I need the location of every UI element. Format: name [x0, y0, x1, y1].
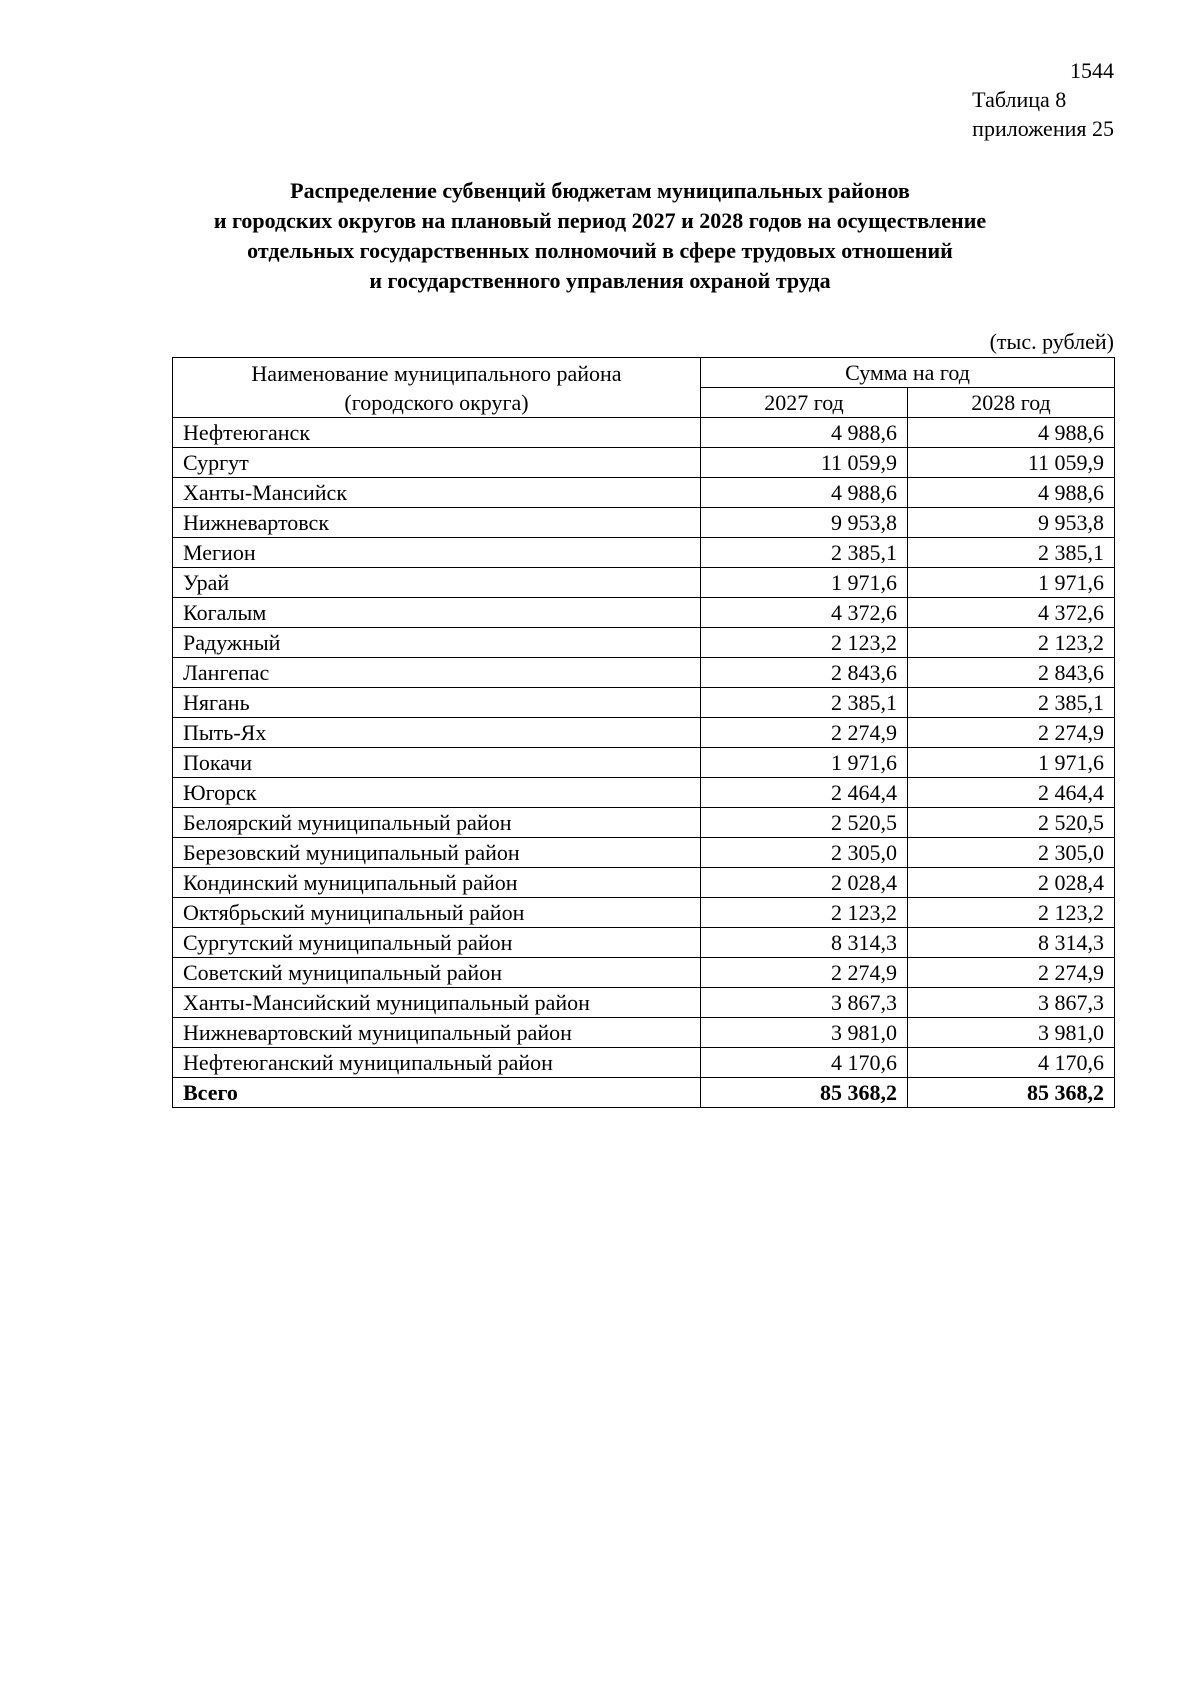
amount-2027-cell: 4 170,6 [701, 1048, 908, 1078]
table-row [173, 748, 1115, 778]
table-row [173, 598, 1115, 628]
table-row [173, 958, 1115, 988]
amount-2028-cell: 2 274,9 [908, 958, 1115, 988]
amount-2028-cell: 2 305,0 [908, 838, 1115, 868]
document-title [0, 176, 1200, 296]
amount-2028-cell: 4 988,6 [908, 418, 1115, 448]
column-header-name [173, 358, 701, 418]
district-name-cell: Советский муниципальный район [173, 958, 701, 988]
amount-2027-cell: 2 385,1 [701, 688, 908, 718]
amount-2027-cell: 2 123,2 [701, 898, 908, 928]
district-name-cell: Лангепас [173, 658, 701, 688]
table-row [173, 808, 1115, 838]
district-name-cell: Ханты-Мансийск [173, 478, 701, 508]
amount-2028-cell: 2 123,2 [908, 628, 1115, 658]
amount-2028-cell: 85 368,2 [908, 1078, 1115, 1108]
table-row [173, 928, 1115, 958]
district-name-cell: Когалым [173, 598, 701, 628]
district-name-cell: Всего [173, 1078, 701, 1108]
amount-2028-cell: 4 170,6 [908, 1048, 1115, 1078]
column-header-2027: 2027 год [701, 388, 908, 418]
amount-2028-cell: 11 059,9 [908, 448, 1115, 478]
table-row [173, 628, 1115, 658]
units-label: (тыс. рублей) [989, 329, 1114, 354]
district-name-cell: Кондинский муниципальный район [173, 868, 701, 898]
column-header-name-line2: (городского округа) [344, 389, 529, 415]
title-line-4: и государственного управления охраной труда [369, 268, 831, 293]
amount-2027-cell: 2 274,9 [701, 718, 908, 748]
table-row [173, 1018, 1115, 1048]
table-row [173, 658, 1115, 688]
table-row [173, 688, 1115, 718]
title-line-1: Распределение субвенций бюджетам муниципальных районов [290, 178, 910, 203]
amount-2028-cell: 3 867,3 [908, 988, 1115, 1018]
table-row [173, 448, 1115, 478]
amount-2027-cell: 3 981,0 [701, 1018, 908, 1048]
table-row [173, 868, 1115, 898]
district-name-cell: Березовский муниципальный район [173, 838, 701, 868]
district-name-cell: Радужный [173, 628, 701, 658]
table-row [173, 508, 1115, 538]
district-name-cell: Сургут [173, 448, 701, 478]
amount-2027-cell: 4 988,6 [701, 418, 908, 448]
district-name-cell: Мегион [173, 538, 701, 568]
district-name-cell: Нижневартовск [173, 508, 701, 538]
title-line-3: отдельных государственных полномочий в сфере трудовых отношений [247, 238, 953, 263]
district-name-cell: Белоярский муниципальный район [173, 808, 701, 838]
amount-2028-cell: 1 971,6 [908, 568, 1115, 598]
amount-2027-cell: 1 971,6 [701, 568, 908, 598]
amount-2027-cell: 4 988,6 [701, 478, 908, 508]
amount-2027-cell: 2 305,0 [701, 838, 908, 868]
table-row [173, 418, 1115, 448]
district-name-cell: Нефтеюганский муниципальный район [173, 1048, 701, 1078]
table-row [173, 778, 1115, 808]
amount-2027-cell: 2 274,9 [701, 958, 908, 988]
district-name-cell: Нефтеюганск [173, 418, 701, 448]
table-header-row [173, 358, 1115, 388]
title-line-2: и городских округов на плановый период 2027 и 2028 годов на осуществление [213, 208, 987, 233]
amount-2027-cell: 9 953,8 [701, 508, 908, 538]
appendix-label: приложения 25 [972, 116, 1114, 141]
amount-2028-cell: 2 464,4 [908, 778, 1115, 808]
document-header [972, 56, 1114, 143]
amount-2027-cell: 2 464,4 [701, 778, 908, 808]
amount-2028-cell: 2 123,2 [908, 898, 1115, 928]
amount-2027-cell: 2 123,2 [701, 628, 908, 658]
district-name-cell: Ханты-Мансийский муниципальный район [173, 988, 701, 1018]
district-name-cell: Покачи [173, 748, 701, 778]
district-name-cell: Урай [173, 568, 701, 598]
table-row [173, 538, 1115, 568]
table-row [173, 838, 1115, 868]
table-total-row [173, 1078, 1115, 1108]
amount-2028-cell: 3 981,0 [908, 1018, 1115, 1048]
amount-2028-cell: 4 988,6 [908, 478, 1115, 508]
amount-2028-cell: 2 274,9 [908, 718, 1115, 748]
amount-2027-cell: 11 059,9 [701, 448, 908, 478]
amount-2027-cell: 4 372,6 [701, 598, 908, 628]
district-name-cell: Пыть-Ях [173, 718, 701, 748]
amount-2027-cell: 3 867,3 [701, 988, 908, 1018]
column-header-2028: 2028 год [908, 388, 1115, 418]
amount-2028-cell: 2 385,1 [908, 538, 1115, 568]
subvention-table [172, 357, 1115, 1108]
district-name-cell: Октябрьский муниципальный район [173, 898, 701, 928]
amount-2027-cell: 2 028,4 [701, 868, 908, 898]
amount-2028-cell: 8 314,3 [908, 928, 1115, 958]
page-number: 1544 [1070, 58, 1114, 83]
amount-2028-cell: 2 843,6 [908, 658, 1115, 688]
amount-2028-cell: 2 520,5 [908, 808, 1115, 838]
table-row [173, 988, 1115, 1018]
table-row [173, 1048, 1115, 1078]
table-body [173, 418, 1115, 1108]
amount-2027-cell: 8 314,3 [701, 928, 908, 958]
amount-2027-cell: 2 520,5 [701, 808, 908, 838]
district-name-cell: Нягань [173, 688, 701, 718]
amount-2028-cell: 4 372,6 [908, 598, 1115, 628]
amount-2028-cell: 9 953,8 [908, 508, 1115, 538]
district-name-cell: Сургутский муниципальный район [173, 928, 701, 958]
table-row [173, 718, 1115, 748]
amount-2027-cell: 85 368,2 [701, 1078, 908, 1108]
table-row [173, 478, 1115, 508]
district-name-cell: Нижневартовский муниципальный район [173, 1018, 701, 1048]
column-header-name-line1: Наименование муниципального района [251, 360, 622, 386]
table-row [173, 568, 1115, 598]
amount-2028-cell: 1 971,6 [908, 748, 1115, 778]
column-header-sum: Сумма на год [701, 358, 1115, 388]
table-row [173, 898, 1115, 928]
amount-2027-cell: 2 385,1 [701, 538, 908, 568]
district-name-cell: Югорск [173, 778, 701, 808]
amount-2027-cell: 2 843,6 [701, 658, 908, 688]
amount-2028-cell: 2 028,4 [908, 868, 1115, 898]
table-label: Таблица 8 [972, 87, 1067, 112]
amount-2027-cell: 1 971,6 [701, 748, 908, 778]
amount-2028-cell: 2 385,1 [908, 688, 1115, 718]
